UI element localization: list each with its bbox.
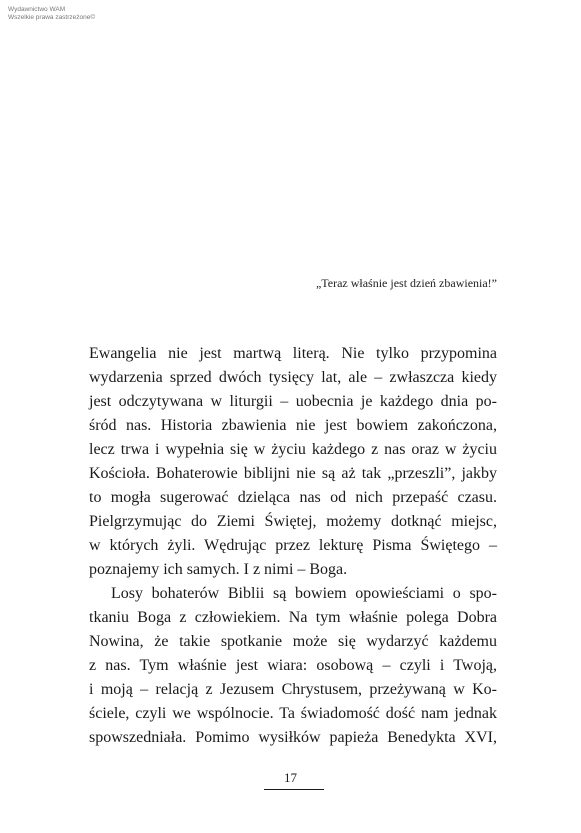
copyright-notice: Wszelkie prawa zastrzeżone© bbox=[8, 14, 96, 21]
page-number-rule bbox=[264, 789, 324, 790]
text-line: poznajemy ich samych. I z nimi – Boga. bbox=[89, 561, 348, 578]
text-line: i moją – relacją z Jezusem Chrystusem, przeżywaną w Ko- bbox=[89, 681, 497, 698]
text-line: Pielgrzymując do Ziemi Świętej, możemy dotknąć miejsc, bbox=[89, 513, 497, 530]
text-line: tkaniu Boga z człowiekiem. Na tym właśnie polega Dobra bbox=[89, 609, 497, 626]
page-number: 17 bbox=[284, 770, 297, 785]
paragraph-1 bbox=[89, 342, 497, 582]
text-line: spowszedniała. Pomimo wysiłków papieża Benedykta XVI, bbox=[89, 729, 497, 746]
text-line: z nas. Tym właśnie jest wiara: osobową – czyli i Twoją, bbox=[89, 657, 497, 674]
publisher-watermark bbox=[8, 6, 95, 22]
publisher-name: Wydawnictwo WAM bbox=[8, 6, 66, 13]
epigraph: „Teraz właśnie jest dzień zbawienia!” bbox=[315, 276, 497, 290]
text-line: ściele, czyli we wspólnocie. Ta świadomość dość nam jednak bbox=[89, 705, 497, 722]
text-line: Ewangelia nie jest martwą literą. Nie tylko przypomina bbox=[89, 345, 497, 362]
text-line: Kościoła. Bohaterowie biblijni nie są aż tak „przeszli”, jakby bbox=[89, 465, 497, 482]
text-line: jest odczytywana w liturgii – uobecnia je każdego dnia po- bbox=[89, 393, 497, 410]
body-text bbox=[89, 342, 497, 750]
text-line: wydarzenia sprzed dwóch tysięcy lat, ale – zwłaszcza kiedy bbox=[89, 369, 497, 386]
text-line: to mogła sugerować dzieląca nas od nich przepaść czasu. bbox=[89, 489, 497, 506]
text-line: w których żyli. Wędrując przez lekturę Pisma Świętego – bbox=[89, 537, 497, 554]
text-line: śród nas. Historia zbawienia nie jest bowiem zakończona, bbox=[89, 417, 497, 434]
text-line: Losy bohaterów Biblii są bowiem opowieściami o spo- bbox=[111, 585, 497, 602]
paragraph-2 bbox=[89, 582, 497, 750]
text-line: Nowina, że takie spotkanie może się wydarzyć każdemu bbox=[89, 633, 497, 650]
text-line: lecz trwa i wypełnia się w życiu każdego z nas oraz w życiu bbox=[89, 441, 497, 458]
